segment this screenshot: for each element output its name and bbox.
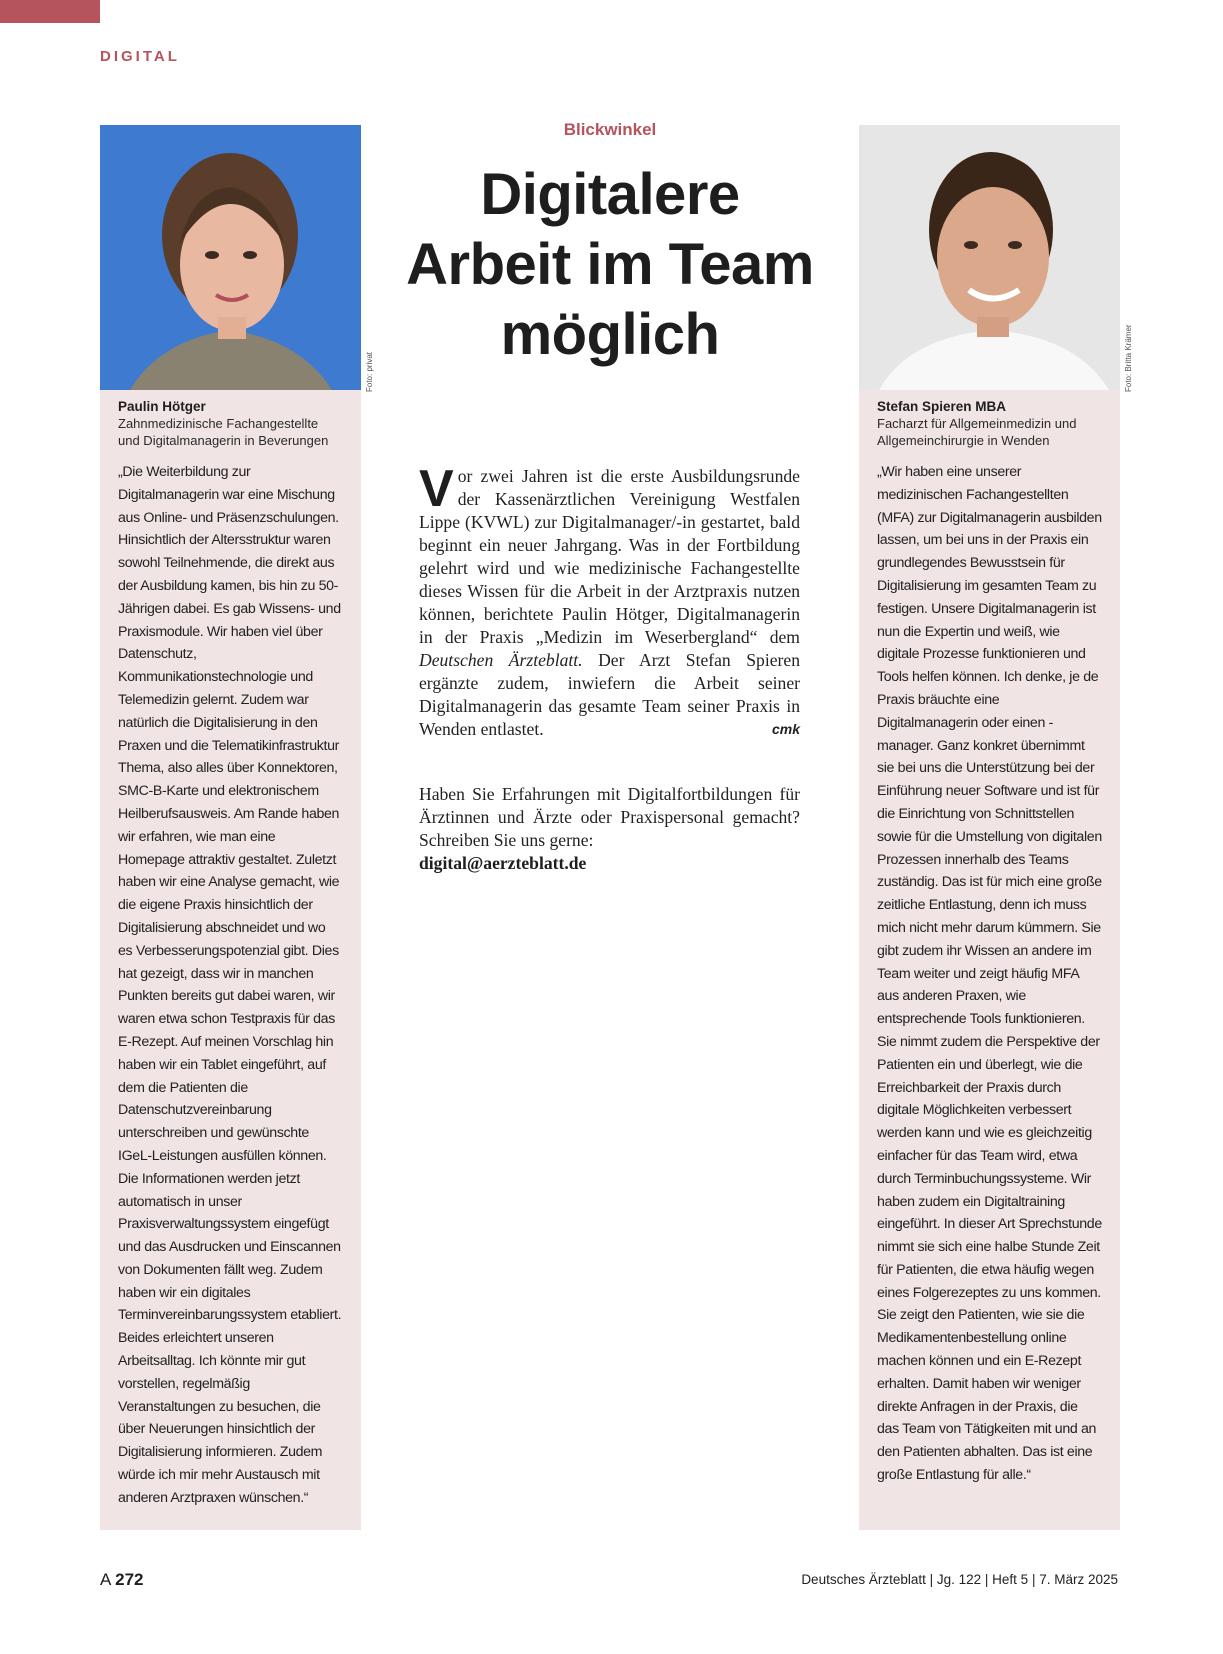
section-label: DIGITAL <box>100 48 180 65</box>
quote-right: „Wir haben eine unserer medizinischen Fachangestellten (MFA) zur Digitalmanagerin ausbilden lassen, um bei uns in der Praxis ein grundlegendes Bewusstsein für Digitalisierung im gesamten Team zu festigen. Unsere Digitalmanagerin ist nun die Expertin und weiß, wie digitale Prozesse funktionieren und Tools helfen können. Ich denke, je de Praxis bräuchte eine Digitalmanagerin oder einen -manager. Ganz konkret übernimmt sie bei uns die Unterstützung bei der Einführung neuer Software und ist für die Einrichtung von Schnittstellen sowie für die Umstellung von digitalen Prozessen innerhalb des Teams zuständig. Das ist für mich eine große zeitliche Entlastung, denn ich muss mich nicht mehr darum kümmern. Sie gibt zudem ihr Wissen an andere im Team weiter und zeigt häufig MFA aus anderen Praxen, wie entsprechende Tools funktionieren. Sie nimmt zudem die Perspektive der Patienten ein und überlegt, wie die Erreichbarkeit der Praxis durch digitale Möglichkeiten verbessert werden kann und wie es gleichzeitig einfacher für das Team wird, etwa durch Terminbuchungssysteme. Wir haben zudem ein Digitaltraining eingeführt. In dieser Art Sprechstunde nimmt sie sich eine halbe Stunde Zeit für Patienten, die etwa häufig wegen eines Folgerezeptes zu uns kommen. Sie zeigt den Patienten, wie sie die Medikamentenbestellung online machen können und ein E-Rezept erhalten. Damit haben wir weniger direkte Anfragen in der Praxis, die das Team von Tätigkeiten mit und an den Patienten abhalten. Das ist eine große Entlastung für alle.“ <box>877 464 1102 1484</box>
person-role-left: Zahnmedizinische Fachangestellte und Digitalmanagerin in Beverungen <box>118 416 329 448</box>
portrait-photo-left <box>100 125 361 390</box>
person-name-right: Stefan Spieren MBA <box>877 399 1007 414</box>
lead-italic: Deutschen Ärzteblatt. <box>419 650 583 670</box>
publication-info: Deutsches Ärzteblatt | Jg. 122 | Heft 5 | 7. März 2025 <box>801 1572 1118 1587</box>
article-lead <box>419 460 800 741</box>
drop-cap: V <box>419 460 454 518</box>
portrait-photo-right <box>859 125 1120 390</box>
lead-text: or zwei Jahren ist die erste Ausbildungsrunde der Kassenärztlichen Vereinigung Westfalen Lippe (KVWL) zur Digitalmanager/-in gestartet, bald beginnt ein neuer Jahrgang. Was in der Fortbildung gelehrt wird und wie medizinische Fachangestellte dieses Wissen für die Arbeit in der Arztpraxis nutzen können, berichtete Paulin Hötger, Digitalmanagerin in der Praxis „Medizin im Weserbergland“ dem <box>419 466 800 647</box>
author-initials: cmk <box>771 721 800 737</box>
article-headline: Digitalere Arbeit im Team möglich <box>406 162 814 367</box>
page-number <box>100 1570 144 1590</box>
person-name-left: Paulin Hötger <box>118 399 206 414</box>
photo-credit-left: Foto: privat <box>365 351 374 392</box>
page-number-value: 272 <box>115 1570 144 1589</box>
article-kicker: Blickwinkel <box>563 120 657 139</box>
right-sidebar <box>859 125 1120 1530</box>
quote-left: „Die Weiterbildung zur Digitalmanagerin war eine Mischung aus Online- und Präsenzschulungen. Hinsichtlich der Altersstruktur waren sowohl Teilnehmende, die direkt aus der Ausbildung kamen, bis hin zu 50-Jährigen dabei. Es gab Wissens- und Praxismodule. Wir haben viel über Datenschutz, Kommunikationstechnologie und Telemedizin gelernt. Zudem war natürlich die Digitalisierung in den Praxen und die Telematikinfrastruktur Thema, also alles über Konnektoren, SMC-B-Karte und elektronischem Heilberufsausweis. Am Rande haben wir erfahren, wie man eine Homepage attraktiv gestaltet. Zuletzt haben wir eine Analyse gemacht, wie die eigene Praxis hinsichtlich der Digitalisierung abschneidet und wo es Verbesserungspotenzial gibt. Dies hat gezeigt, dass wir in manchen Punkten bereits gut dabei waren, wir waren etwa schon Testpraxis für das E-Rezept. Auf meinen Vorschlag hin haben wir ein Tablet eingeführt, auf dem die Patienten die Datenschutzvereinbarung unterschreiben und gewünschte IGeL-Leistungen ausfüllen können. Die Informationen werden jetzt automatisch in unser Praxisverwaltungssystem eingefügt und das Ausdrucken und Einscannen von Dokumenten fällt weg. Zudem haben wir ein digitales Terminvereinbarungssystem etabliert. Beides erleichtert unseren Arbeitsalltag. Ich könnte mir gut vorstellen, regelmäßig Veranstaltungen zu besuchen, die über Neuerungen hinsichtlich der Digitalisierung informieren. Zudem würde ich mir mehr Austausch mit anderen Arztpraxen wünschen.“ <box>118 464 342 1506</box>
photo-credit-right: Foto: Britta Krämer <box>1124 324 1133 392</box>
call-text: Haben Sie Erfahrungen mit Digitalfortbildungen für Ärztinnen und Ärzte oder Praxispersonal gemacht? Schreiben Sie uns gerne: <box>419 784 800 850</box>
person-role-right: Facharzt für Allgemeinmedizin und Allgemeinchirurgie in Wenden <box>877 416 1077 448</box>
call-to-action <box>419 783 800 875</box>
lead-text-2: Der Arzt Stefan Spieren ergänzte zudem, inwiefern die Arbeit seiner Digitalmanagerin das gesamte Team seiner Praxis in Wenden entlastet. <box>419 650 800 739</box>
left-sidebar <box>100 125 361 1530</box>
email-link[interactable]: digital@aerzteblatt.de <box>419 853 587 873</box>
corner-accent-bar <box>0 0 100 23</box>
page-prefix: A <box>100 1570 111 1589</box>
